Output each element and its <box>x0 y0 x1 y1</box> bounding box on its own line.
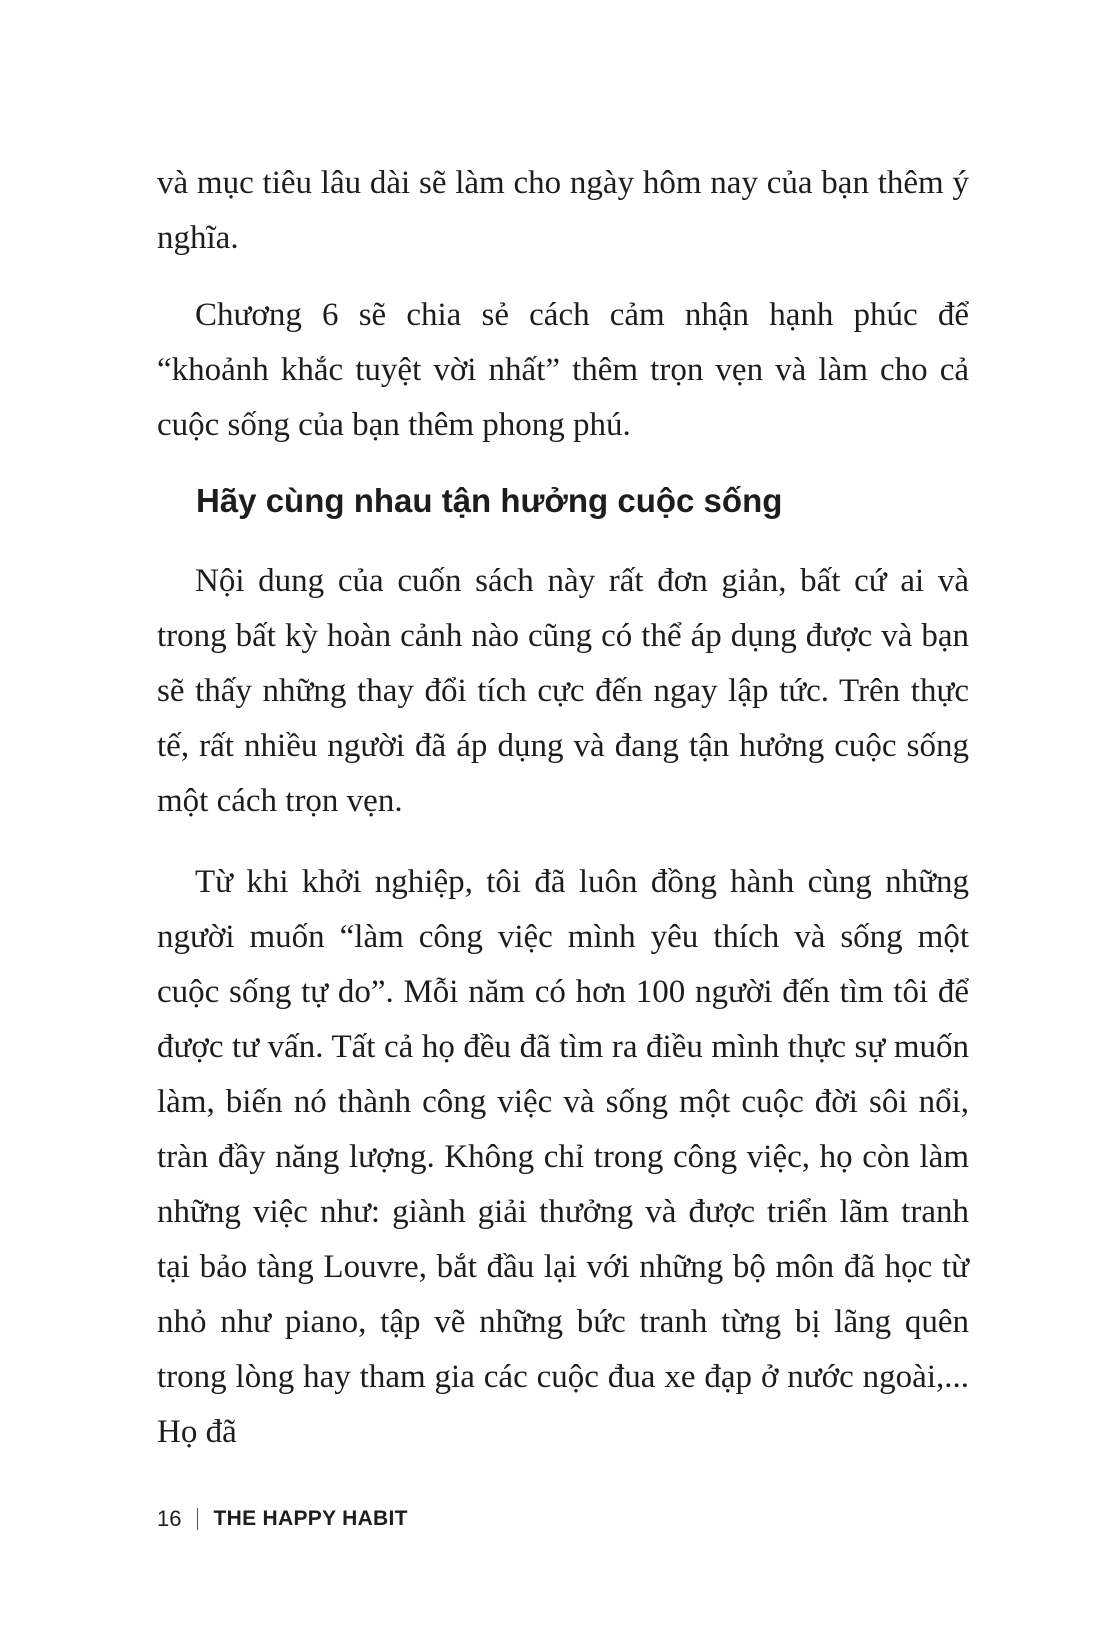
paragraph-text: Nội dung của cuốn sách này rất đơn giản, bất cứ ai và trong bất kỳ hoàn cảnh nào cũng có thể áp dụng được và bạn sẽ thấy những thay đổi tích cực đến ngay lập tức. Trên thực tế, rất nhiều người đã áp dụng và đang tận hưởng cuộc sống một cách trọn vẹn. <box>157 563 969 819</box>
paragraph-book-content <box>157 554 969 829</box>
section-heading: Hãy cùng nhau tận hưởng cuộc sống <box>196 482 783 519</box>
book-title: THE HAPPY HABIT <box>213 1507 408 1530</box>
footer-divider <box>197 1508 198 1530</box>
paragraph-text: và mục tiêu lâu dài sẽ làm cho ngày hôm nay của bạn thêm ý nghĩa. <box>157 165 969 256</box>
paragraph-startup-story <box>157 855 969 1460</box>
paragraph-text: Từ khi khởi nghiệp, tôi đã luôn đồng hành cùng những người muốn “làm công việc mình yêu thích và sống một cuộc sống tự do”. Mỗi năm có hơn 100 người đến tìm tôi để được tư vấn. Tất cả họ đều đã tìm ra điều mình thực sự muốn làm, biến nó thành công việc và sống một cuộc đời sôi nổi, tràn đầy năng lượng. Không chỉ trong công việc, họ còn làm những việc như: giành giải thưởng và được triển lãm tranh tại bảo tàng Louvre, bắt đầu lại với những bộ môn đã học từ nhỏ như piano, tập vẽ những bức tranh từng bị lãng quên trong lòng hay tham gia các cuộc đua xe đạp ở nước ngoài,... Họ đã <box>157 864 969 1450</box>
paragraph-chapter-6 <box>157 288 969 453</box>
page-footer <box>157 1504 408 1534</box>
page-number: 16 <box>157 1506 182 1531</box>
paragraph-continuation <box>157 156 969 266</box>
paragraph-text: Chương 6 sẽ chia sẻ cách cảm nhận hạnh phúc để “khoảnh khắc tuyệt vời nhất” thêm trọn vẹn và làm cho cả cuộc sống của bạn thêm phong phú. <box>157 297 969 443</box>
